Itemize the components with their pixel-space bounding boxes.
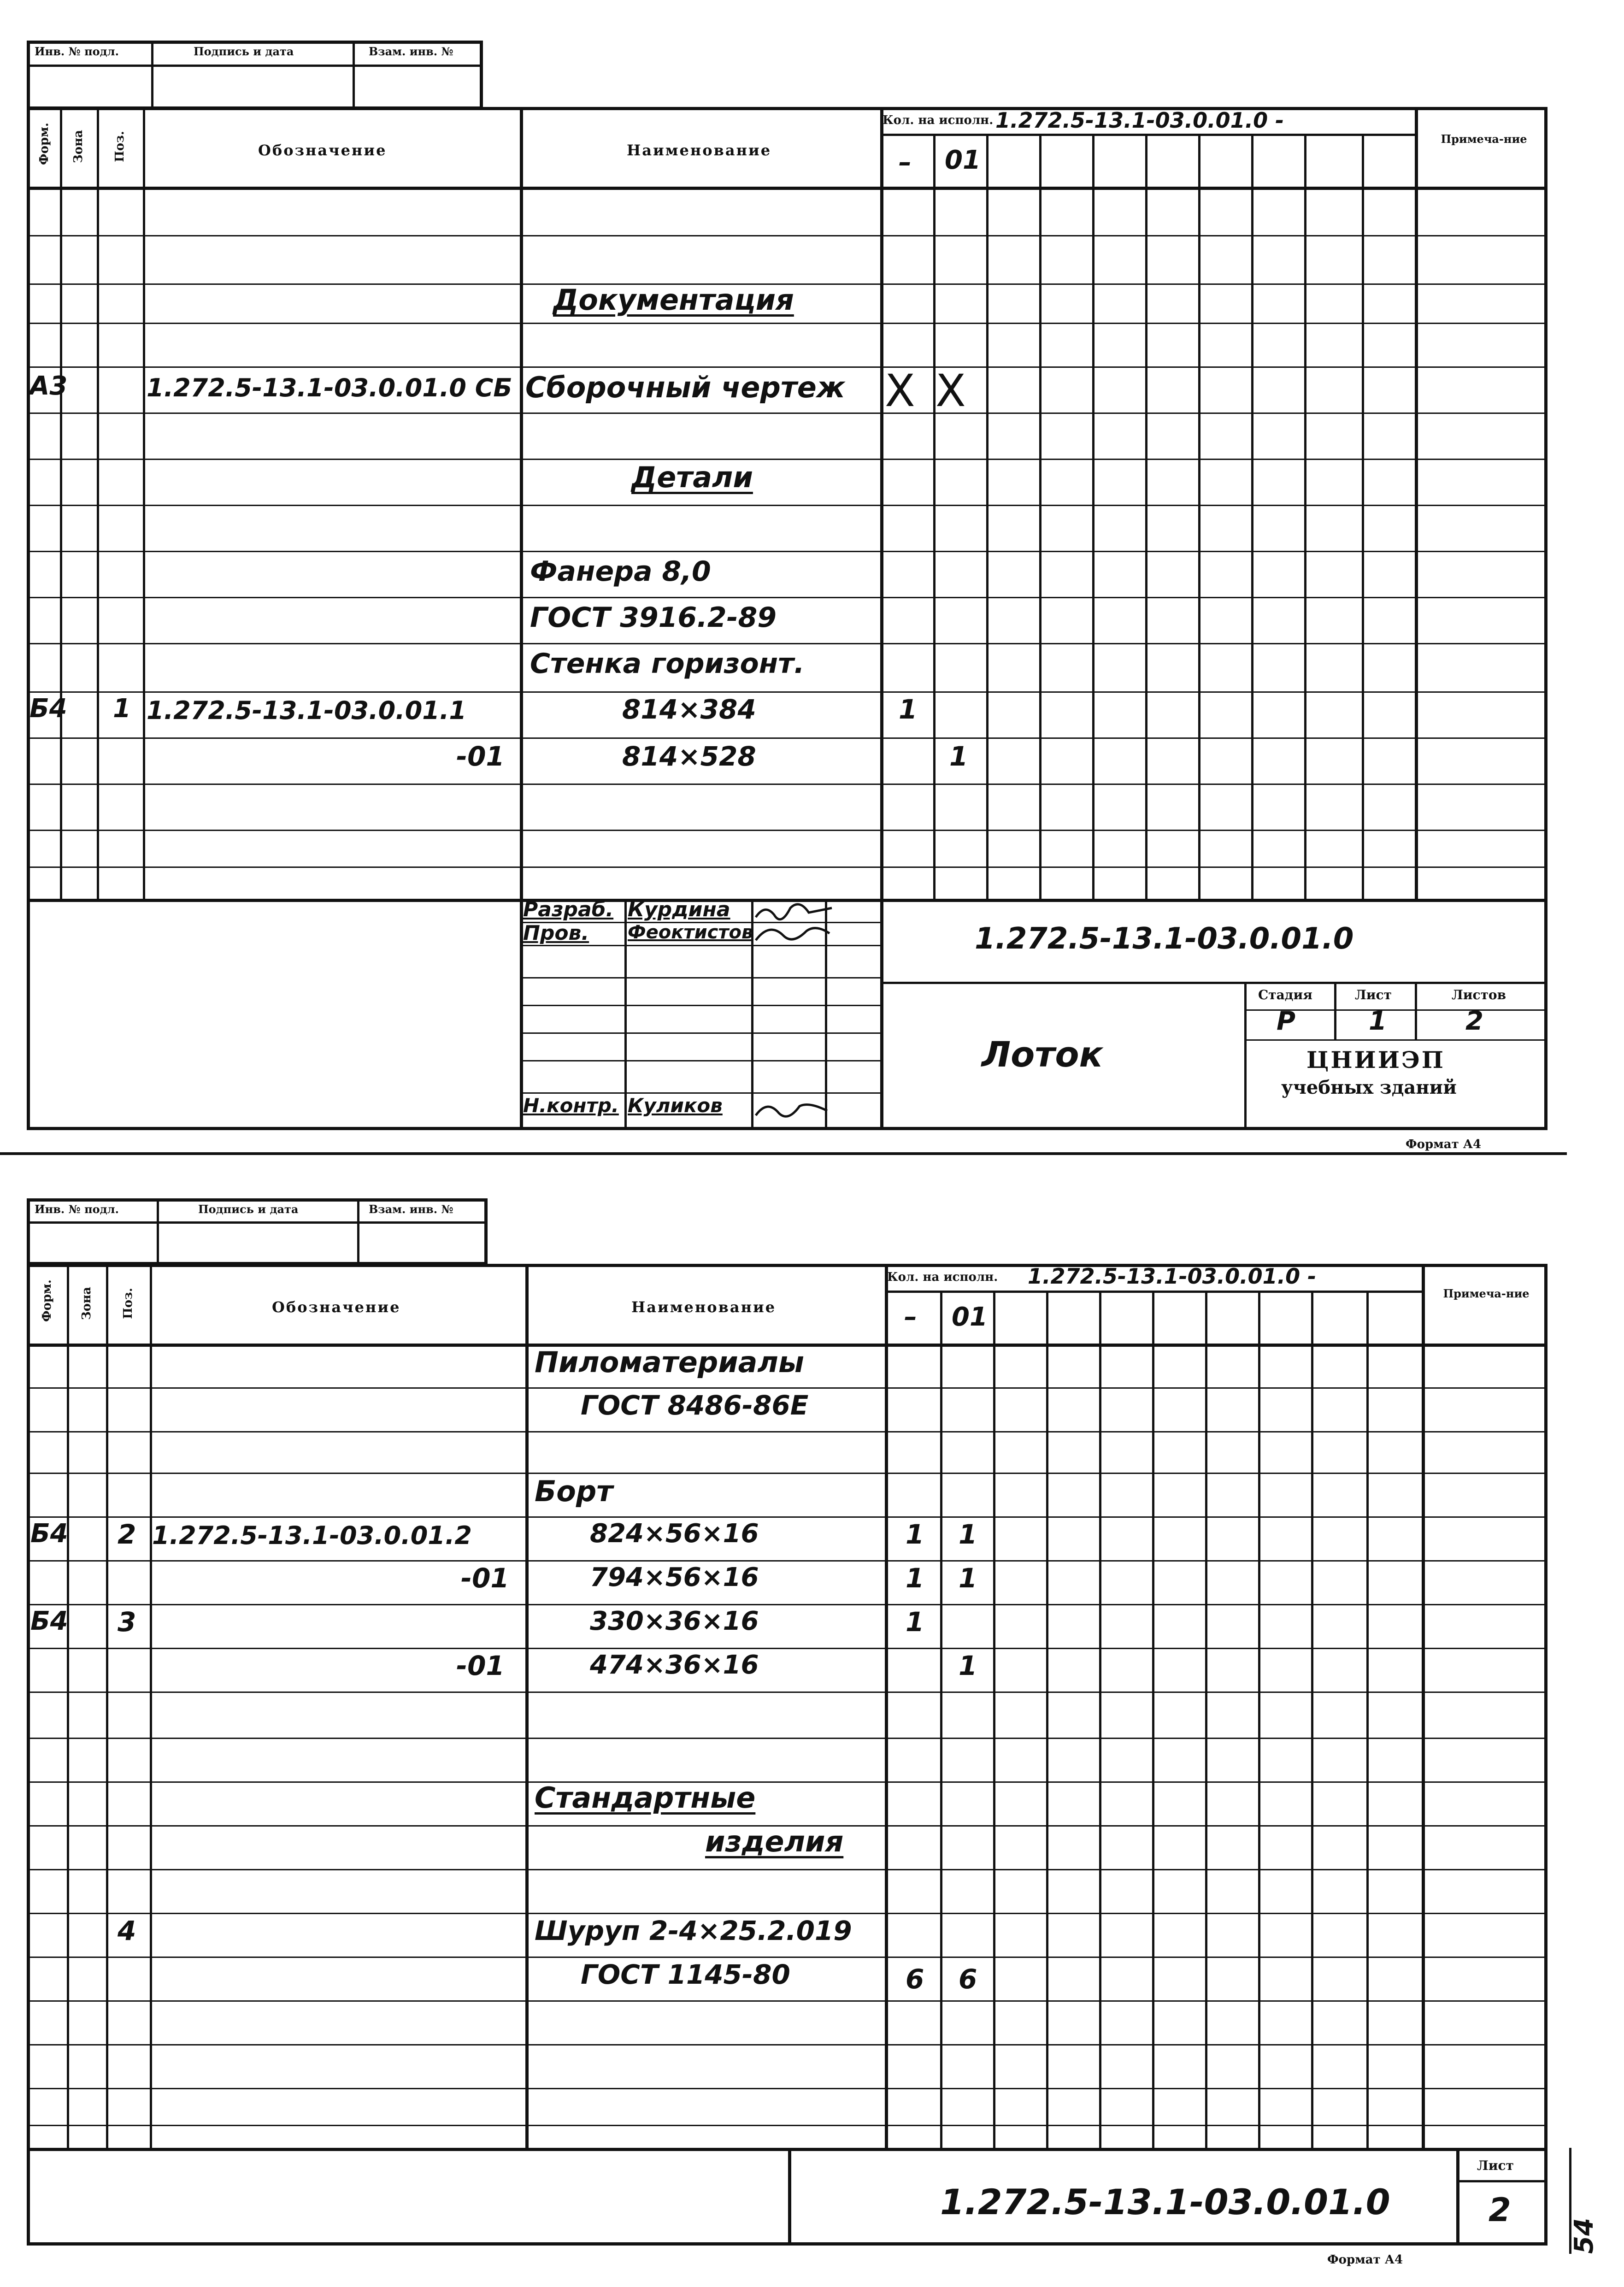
tb-stage: Р: [1277, 1006, 1296, 1036]
row-designation: 1.272.5-13.1-03.0.01.1: [147, 696, 466, 725]
row-name: 814×384: [622, 694, 756, 725]
row-pos: 3: [118, 1606, 136, 1638]
header-zone: Зона: [71, 130, 85, 163]
row-name: 794×56×16: [590, 1562, 759, 1592]
tb-format: Формат А4: [1327, 2253, 1403, 2267]
stamp-sign-date: Подпись и дата: [198, 1202, 299, 1216]
header-qty-title: Кол. на исполн.: [887, 1270, 998, 1284]
row-designation: 1.272.5-13.1-03.0.01.2: [152, 1521, 472, 1550]
stamp-inv-no: Инв. № подл.: [35, 1202, 119, 1216]
header-col-dash: –: [899, 147, 912, 177]
row-name: 474×36×16: [590, 1650, 759, 1680]
tb-name-checked: Феоктистов: [628, 922, 753, 943]
row-format: Б4: [30, 1606, 68, 1636]
row-pos: 1: [113, 694, 131, 724]
row-qty1: 1: [899, 694, 918, 725]
row-pos: 4: [118, 1915, 136, 1946]
row-qty2: 1: [959, 1519, 977, 1550]
tb-sheets-label: Листов: [1452, 987, 1506, 1002]
row-qty1: 1: [906, 1562, 924, 1594]
header-note: Примеча-ние: [1443, 1287, 1530, 1300]
header-pos: Поз.: [121, 1288, 135, 1319]
header-qty-base: 1.272.5-13.1-03.0.01.0 -: [995, 108, 1284, 133]
tb-sheet-label: Лист: [1477, 2158, 1514, 2173]
header-col-01: 01: [945, 145, 981, 175]
header-format: Форм.: [37, 123, 51, 165]
row-format: Б4: [30, 1519, 68, 1549]
row-name: ГОСТ 3916.2-89: [530, 601, 777, 634]
stamp-sign-date: Подпись и дата: [194, 45, 294, 58]
tb-role-developed: Разраб.: [523, 898, 614, 921]
row-name: Документация: [553, 283, 794, 317]
row-qty1: 1: [906, 1606, 924, 1638]
row-name: 330×36×16: [590, 1606, 759, 1636]
tb-stage-label: Стадия: [1258, 987, 1312, 1002]
header-col-dash: –: [904, 1302, 917, 1332]
row-qty2: 1: [959, 1562, 977, 1594]
row-name: Фанера 8,0: [530, 555, 711, 588]
header-designation: Обозначение: [272, 1298, 401, 1316]
header-name: Наименование: [627, 141, 772, 159]
tb-sheet: 1: [1369, 1006, 1387, 1036]
row-designation: -01: [456, 1650, 505, 1681]
header-qty-base: 1.272.5-13.1-03.0.01.0 -: [1028, 1264, 1317, 1289]
row-qty2: 1: [959, 1650, 977, 1681]
row-qty1: X: [885, 365, 915, 417]
row-name: Сборочный чертеж: [525, 371, 845, 404]
row-qty2: X: [936, 365, 966, 417]
row-name: Стенка горизонт.: [530, 648, 805, 680]
page-number: 54: [1569, 2218, 1599, 2254]
header-designation: Обозначение: [258, 141, 387, 159]
tb-name-normcontrol: Куликов: [628, 1094, 723, 1117]
row-format: Б4: [29, 694, 67, 724]
row-name: Шуруп 2-4×25.2.019: [535, 1915, 852, 1946]
tb-format: Формат А4: [1406, 1138, 1482, 1151]
tb-org-sub: учебных зданий: [1281, 1077, 1457, 1098]
tb-sheets: 2: [1465, 1006, 1483, 1036]
tb-role-normcontrol: Н.контр.: [523, 1094, 619, 1117]
row-qty2: 6: [959, 1963, 977, 1995]
stamp-inv-no: Инв. № подл.: [35, 45, 119, 58]
header-zone: Зона: [80, 1287, 94, 1320]
tb-sheet: 2: [1489, 2191, 1511, 2229]
header-name: Наименование: [631, 1298, 777, 1316]
row-qty1: 6: [906, 1963, 924, 1995]
row-name: изделия: [705, 1825, 844, 1858]
header-format: Форм.: [40, 1279, 54, 1322]
tb-sheet-label: Лист: [1355, 987, 1392, 1002]
row-format: А3: [29, 371, 68, 401]
row-name: 814×528: [622, 741, 756, 772]
header-col-01: 01: [952, 1302, 988, 1332]
row-name: Стандартные: [535, 1781, 756, 1815]
tb-doc-code: 1.272.5-13.1-03.0.01.0: [975, 922, 1354, 956]
row-qty1: 1: [906, 1519, 924, 1550]
stamp-vzam: Взам. инв. №: [369, 1202, 453, 1216]
row-name: Борт: [535, 1474, 613, 1508]
row-name: Детали: [631, 460, 753, 494]
tb-name-developed: Курдина: [628, 898, 730, 921]
header-pos: Поз.: [113, 131, 127, 162]
row-designation: -01: [461, 1562, 509, 1594]
row-name: ГОСТ 8486-86Е: [581, 1390, 809, 1421]
tb-product: Лоток: [982, 1034, 1103, 1075]
row-name: ГОСТ 1145-80: [581, 1959, 790, 1990]
tb-role-checked: Пров.: [523, 921, 589, 945]
header-note: Примеча-ние: [1441, 132, 1527, 146]
sheet-separator: [0, 1152, 1567, 1155]
row-qty2: 1: [949, 741, 968, 772]
row-name: Пиломатериалы: [535, 1345, 804, 1379]
row-name: 824×56×16: [590, 1519, 759, 1549]
row-designation: 1.272.5-13.1-03.0.01.0 СБ: [147, 373, 512, 402]
row-designation: -01: [456, 741, 505, 772]
row-pos: 2: [118, 1519, 136, 1550]
header-qty-title: Кол. на исполн.: [883, 113, 994, 127]
tb-doc-code: 1.272.5-13.1-03.0.01.0: [940, 2181, 1390, 2222]
tb-org-name: ЦНИИЭП: [1306, 1046, 1446, 1073]
stamp-vzam: Взам. инв. №: [369, 45, 453, 58]
